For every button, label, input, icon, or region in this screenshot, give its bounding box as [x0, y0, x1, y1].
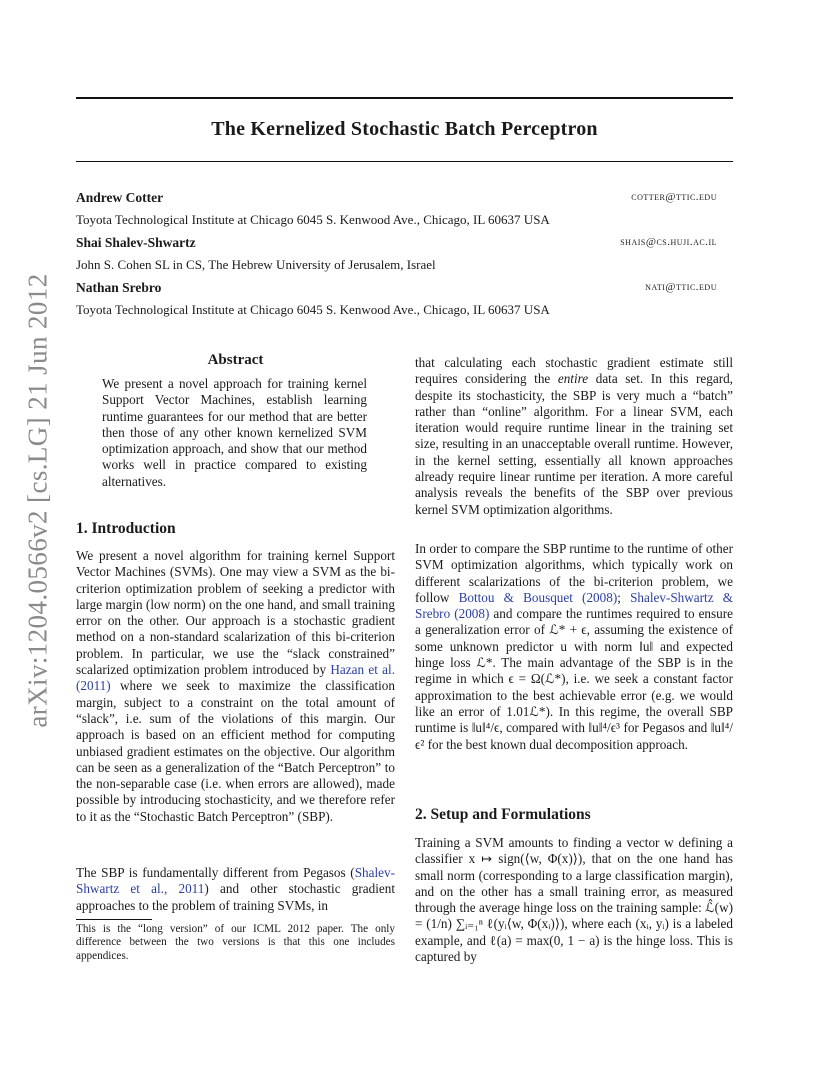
author-name: Nathan Srebro — [76, 280, 162, 295]
author-name: Shai Shalev-Shwartz — [76, 235, 196, 250]
emphasis-text: entire — [557, 371, 589, 387]
right-paragraph-1 — [415, 355, 733, 518]
author-name: Andrew Cotter — [76, 190, 164, 205]
author-affiliation: Toyota Technological Institute at Chicago 6045 S. Kenwood Ave., Chicago, IL 60637 USA — [76, 212, 550, 227]
section-heading-setup: 2. Setup and Formulations — [415, 806, 591, 823]
intro-paragraph-2 — [76, 865, 395, 914]
paragraph-text: and compare the runtimes required to ensure a generalization error of ℒ* + ϵ, assuming the existence of some unknown predictor u with norm ‖u‖ and expected hinge loss ℒ*. The main advantage of the SBP is in the regime in which ϵ = Ω(ℒ*), i.e. we seek a constant factor approximation to the best achievable error (e.g. we would like an error of 1.01ℒ*). In this regime, the overall SBP runtime is ‖u‖⁴/ϵ, compared with ‖u‖⁴/ϵ³ for Pegasos and ‖u‖⁴/ϵ² for the best known dual decomposition approach. — [415, 606, 733, 752]
paragraph-text: In order to compare the SBP runtime to the runtime of other SVM optimization algorithms, which typically work on different scalarizations of the bi-criterion problem, we follow — [415, 541, 733, 605]
right-paragraph-3 — [415, 835, 733, 965]
paragraph-text: Training a SVM amounts to finding a vector w defining a classifier x ↦ sign(⟨w, Φ(x)⟩), that on the one hand has small norm (corresponding to a large classification margin), and on the other has a small training error, as measured through the average hinge loss on the training sample: ℒ̂(w) = (1/n) ∑ᵢ₌₁ⁿ ℓ(yᵢ⟨w, Φ(xᵢ)⟩), where each (xᵢ, yᵢ) is a labeled example, and ℓ(a) = max(0, 1 − a) is the hinge loss. This is captured by — [415, 835, 733, 965]
arxiv-identifier-text: arXiv:1204.0566v2 [cs.LG] 21 Jun 2012 — [22, 272, 53, 728]
author-affiliation: John S. Cohen SL in CS, The Hebrew University of Jerusalem, Israel — [76, 257, 436, 272]
section-heading-introduction: 1. Introduction — [76, 520, 176, 537]
paragraph-text: ) and other stochastic gradient approaches to the problem of training SVMs, in — [76, 881, 395, 913]
paper-title: The Kernelized Stochastic Batch Perceptron — [211, 118, 598, 140]
author-email[interactable]: shais@cs.huji.ac.il — [620, 236, 717, 248]
author-email[interactable]: cotter@ttic.edu — [631, 191, 717, 203]
intro-paragraph-1 — [76, 548, 395, 825]
footnote-rule — [76, 919, 152, 920]
paragraph-text: The SBP is fundamentally different from Pegasos ( — [76, 865, 355, 880]
title-rule-bottom — [76, 161, 733, 162]
citation-link[interactable]: Bottou & Bousquet (2008) — [458, 589, 618, 605]
citation-link[interactable]: Hazan et al. (2011) — [76, 662, 395, 694]
arxiv-identifier — [14, 265, 62, 735]
paragraph-text: that calculating each stochastic gradient estimate still requires considering the — [415, 355, 733, 387]
citation-link[interactable]: Shalev-Shwartz & Srebro (2008) — [415, 589, 733, 622]
citation-link[interactable]: Shalev-Shwartz et al., 2011 — [76, 865, 395, 897]
paragraph-text: ; — [617, 589, 631, 605]
author-affiliation: Toyota Technological Institute at Chicago 6045 S. Kenwood Ave., Chicago, IL 60637 USA — [76, 302, 550, 317]
right-paragraph-2 — [415, 541, 733, 753]
author-email[interactable]: nati@ttic.edu — [645, 281, 717, 293]
abstract-heading: Abstract — [207, 352, 264, 368]
paragraph-text: where we seek to maximize the classification margin, subject to a constraint on the total amount of “slack”, i.e. sum of the violations of this margin. Our approach is based on an efficient method for computing unbiased gradient estimates on the objective. Our algorithm can be seen as a generalization of the “Batch Perceptron” to the non-separable case (i.e. when errors are allowed), made possible by introducing stochasticity, and we therefore refer to it as the “Stochastic Batch Perceptron” (SBP). — [76, 678, 395, 824]
title-rule-top — [76, 97, 733, 99]
paragraph-text: data set. In this regard, despite its stochasticity, the SBP is very much a “batch” rather than “online” algorithm. For a linear SVM, each iteration would require runtime linear in the training set size, resulting in an unacceptable overall runtime. However, in the kernel setting, essentially all known approaches already require linear runtime per iteration. A more careful analysis reveals the benefits of the SBP over previous kernel SVM optimization algorithms. — [415, 371, 733, 517]
abstract-text: We present a novel approach for training kernel Support Vector Machines, establish learning runtime guarantees for our method that are better then those of any other known kernelized SVM optimization approach, and show that our method works well in practice compared to existing alternatives. — [102, 376, 367, 489]
footnote: This is the “long version” of our ICML 2012 paper. The only difference between the two versions is that this one includes appendices. — [76, 923, 395, 962]
paragraph-text: We present a novel algorithm for training kernel Support Vector Machines (SVMs). One may view a SVM as the bi-criterion optimization problem of seeking a predictor with large margin (low norm) on the one hand, and small training error on the other. Our approach is a stochastic gradient method on a non-standard scalarization of this bi-criterion problem. In particular, we use the “slack constrained” scalarized optimization problem introduced by — [76, 548, 395, 678]
